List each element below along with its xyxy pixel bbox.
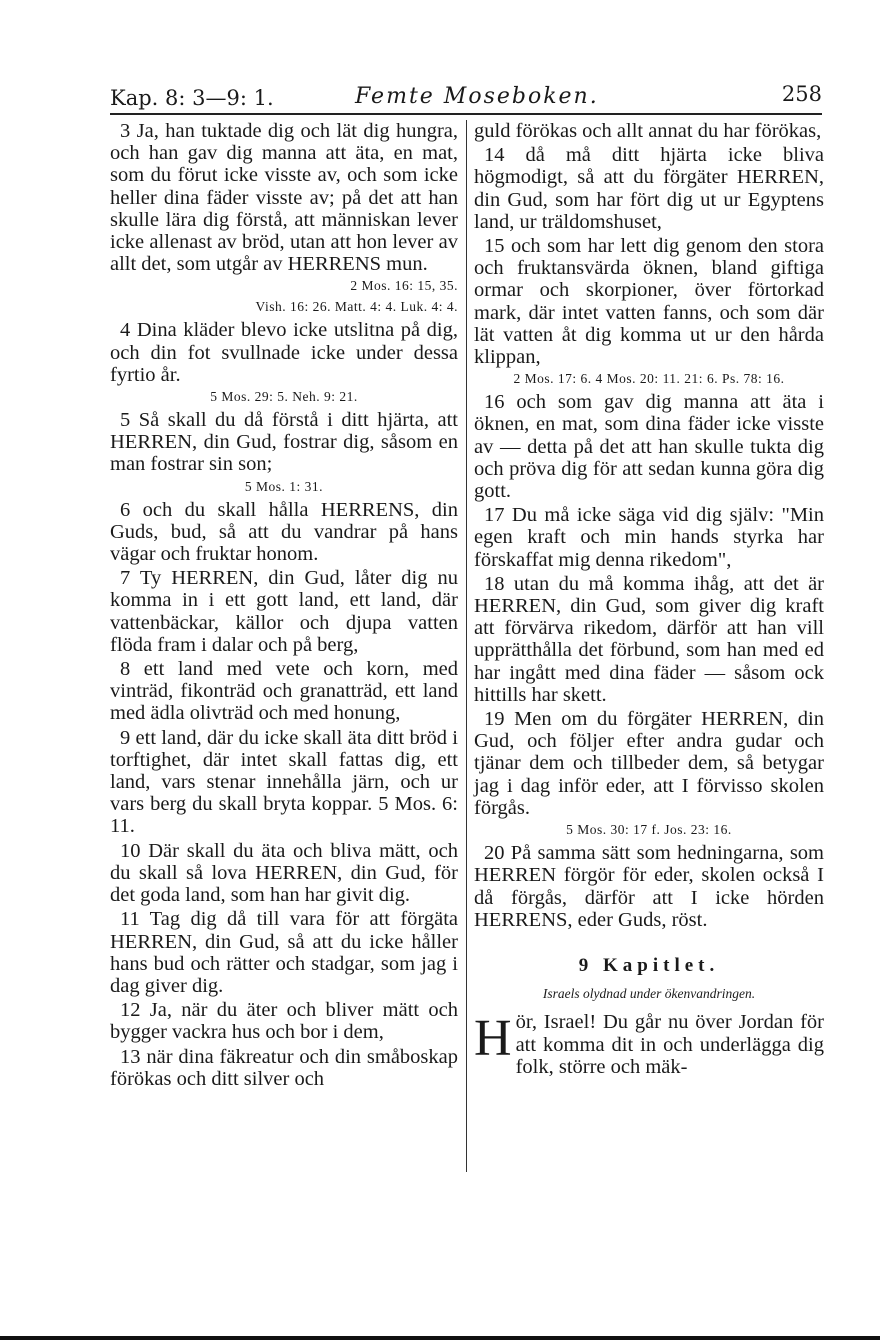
drop-cap: H [474,1010,512,1068]
column-divider [466,120,467,1172]
page-number: 258 [781,82,822,106]
verse-7: 7 Ty HERREN, din Gud, låter dig nu komma in i ett gott land, ett land, där vattenbäckar, källor och djupa vatten flöda fram i dalar och på berg, [110,567,458,656]
chapter-subtitle: Israels olydnad under ökenvandringen. [542,986,756,1002]
cross-reference: 2 Mos. 17: 6. 4 Mos. 20: 11. 21: 6. Ps. 78: 16. [513,371,785,387]
verse-12: 12 Ja, när du äter och bliver mätt och bygger vackra hus och bor i dem, [110,999,458,1044]
verse-13: 13 när dina fäkreatur och din småboskap förökas och ditt silver och [110,1045,458,1090]
cross-reference: 2 Mos. 16: 15, 35. [350,278,458,294]
page-header [110,80,822,110]
verse-16: 16 och som gav dig manna att äta i öknen, en mat, som dina fäder icke visste av — detta på det att han skulle tukta dig och pröva dig för att sedan kunna göra dig gott. [474,391,824,503]
verse-11: 11 Tag dig då till vara för att förgäta HERREN, din Gud, så att du icke håller hans bud och rätter och stadgar, som jag i dag giver dig. [110,908,458,997]
cross-reference: 5 Mos. 29: 5. Neh. 9: 21. [210,389,358,405]
verse-8: 8 ett land med vete och korn, med vinträd, fikonträd och granatträd, ett land med ädla olivträd och med honung, [110,658,458,725]
cross-reference: 5 Mos. 30: 17 f. Jos. 23: 16. [566,822,732,838]
left-column [110,120,458,1092]
book-title: Femte Moseboken. [355,84,599,109]
verse-6: 6 och du skall hålla HERRENS, din Guds, bud, så att du vandrar på hans vägar och fruktar honom. [110,498,458,566]
verse-4: 4 Dina kläder blevo icke utslitna på dig, och din fot svullnade icke under dessa fyrtio år. [110,319,458,386]
cross-reference: 5 Mos. 1: 31. [244,478,324,494]
chapter-reference: Kap. 8: 3—9: 1. [110,86,274,110]
verse-9: 9 ett land, där du icke skall äta ditt bröd i torftighet, där intet skall fattas dig, ett land, vars stenar innehålla järn, och ur vars berg du skall bryta koppar. 5 Mos. 6: 11. [110,726,458,838]
verse-5: 5 Så skall du då förstå i ditt hjärta, att HERREN, din Gud, fostrar dig, såsom en man fostrar sin son; [110,409,458,476]
verse-10: 10 Där skall du äta och bliva mätt, och du skall så lova HERREN, din Gud, för det goda land, som han har givit dig. [110,839,458,907]
verse-20: 20 På samma sätt som hedningarna, som HERREN förgör för eder, skolen också I då förgås, därför att I icke hörden HERRENS, eder Guds, röst. [474,842,824,931]
verse-15: 15 och som har lett dig genom den stora och fruktansvärda öknen, bland giftiga ormar och skorpioner, över förtorkad mark, där intet vatten fanns, och som där lät vatten åt dig komma ut ur den hårda klippan, [474,235,824,369]
verse-17: 17 Du må icke säga vid dig själv: "Min egen kraft och min hands styrka har förskaffat mig denna rikedom", [474,504,824,571]
chapter-title: 9 Kapitlet. [578,954,720,976]
page-bottom-edge [0,1336,880,1340]
verse-13-continued: guld förökas och allt annat du har förökas, [474,120,822,142]
cross-reference: Vish. 16: 26. Matt. 4: 4. Luk. 4: 4. [255,299,458,315]
chapter-opening-text: ör, Israel! Du går nu över Jordan för att komma dit in och underlägga dig folk, större och mäk- [515,1011,824,1078]
header-rule [110,113,822,115]
right-column [474,120,824,1080]
verse-3: 3 Ja, han tuktade dig och lät dig hungra, och han gav dig manna att äta, en mat, som du förut icke visste av, och som icke heller dina fäder visste av; på det att han skulle lära dig förstå, att människan lever icke allenast av bröd, utan att hon lever av allt det, som utgår av HERRENS mun. [110,120,458,276]
chapter-opening [474,1011,824,1078]
verse-19: 19 Men om du förgäter HERREN, din Gud, och följer efter andra gudar och tjänar dem och tillbeder dem, så betygar jag i dag inför eder, att I förvisso skolen förgås. [474,708,824,819]
verse-18: 18 utan du må komma ihåg, att det är HERREN, din Gud, som giver dig kraft att förvärva rikedom, därför att han vill upprätthålla det förbund, som han med ed har ingått med dina fäder — såsom ock hittills har skett. [474,572,824,706]
verse-14: 14 då må ditt hjärta icke bliva högmodigt, så att du förgäter HERREN, din Gud, som har fört dig ut ur Egyptens land, ur träldomshuset, [474,144,824,233]
